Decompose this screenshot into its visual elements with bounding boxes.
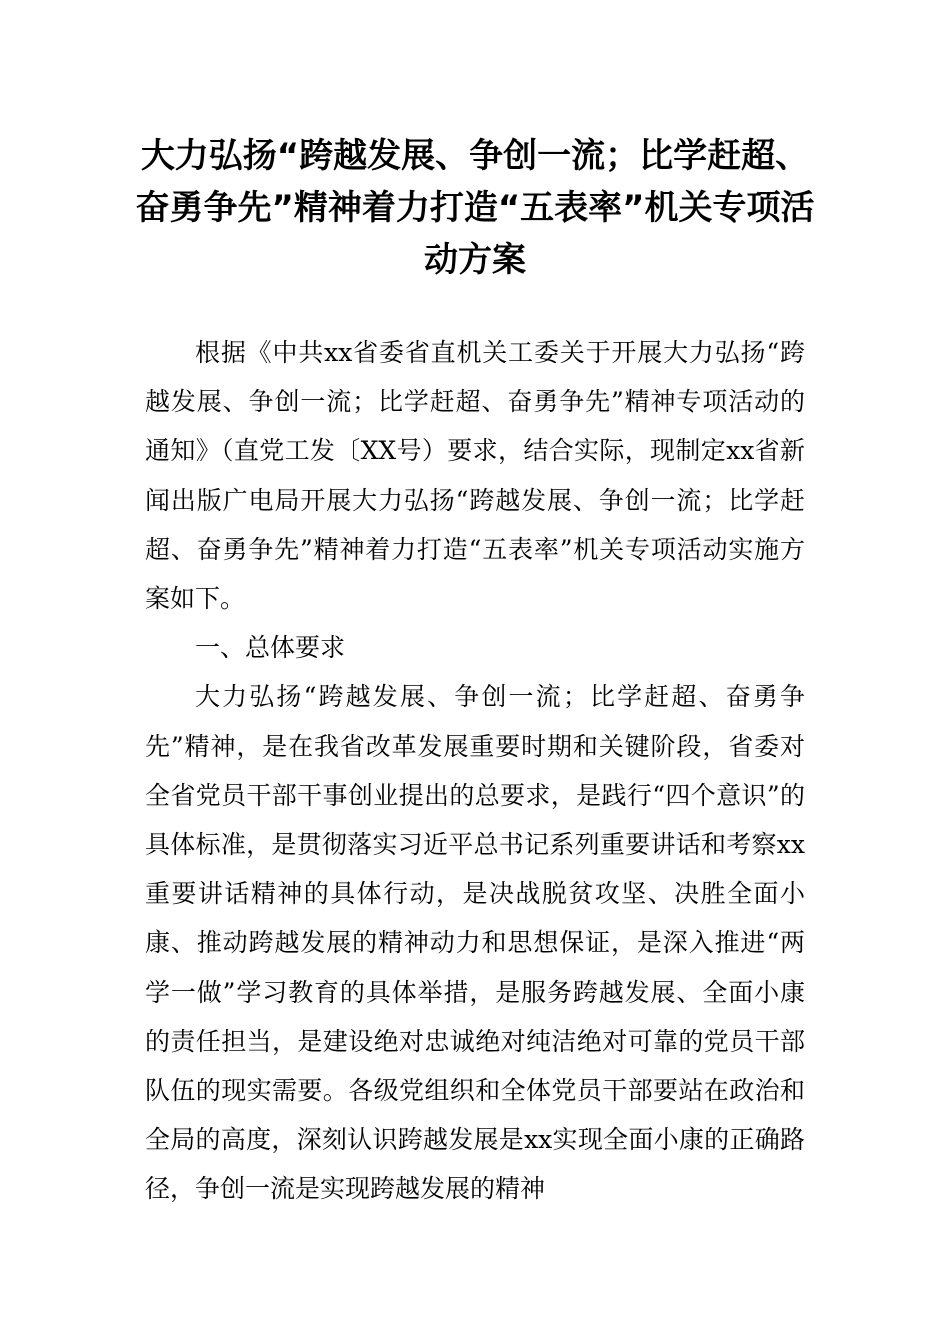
paragraph-overall-requirements: 大力弘扬“跨越发展、争创一流；比学赶超、奋勇争先”精神，是在我省改革发展重要时期和关键阶段，省委对全省党员干部干事创业提出的总要求，是践行“四个意识”的具体标准，是贯彻落实习近平总书记系列重要讲话和考察xx重要讲话精神的具体行动，是决战脱贫攻坚、决胜全面小康、推动跨越发展的精神动力和思想保证，是深入推进“两学一做”学习教育的具体举措，是服务跨越发展、全面小康的责任担当，是建设绝对忠诚绝对纯洁绝对可靠的党员干部队伍的现实需要。各级党组织和全体党员干部要站在政治和全局的高度，深刻认识跨越发展是xx实现全面小康的正确路径，争创一流是实现跨越发展的精神 — [145, 682, 805, 1204]
paragraph-intro: 根据《中共xx省委省直机关工委关于开展大力弘扬“跨越发展、争创一流；比学赶超、奋勇争先”精神专项活动的通知》（直党工发〔XX号）要求，结合实际，现制定xx省新闻出版广电局开展大力弘扬“跨越发展、争创一流；比学赶超、奋勇争先”精神着力打造“五表率”机关专项活动实施方案如下。 — [145, 338, 805, 614]
section-heading-overall-requirements: 一、总体要求 — [195, 633, 346, 663]
document-body — [145, 328, 805, 1214]
document-title: 大力弘扬“跨越发展、争创一流；比学赶超、奋勇争先”精神着力打造“五表率”机关专项活动方案 — [135, 136, 815, 280]
